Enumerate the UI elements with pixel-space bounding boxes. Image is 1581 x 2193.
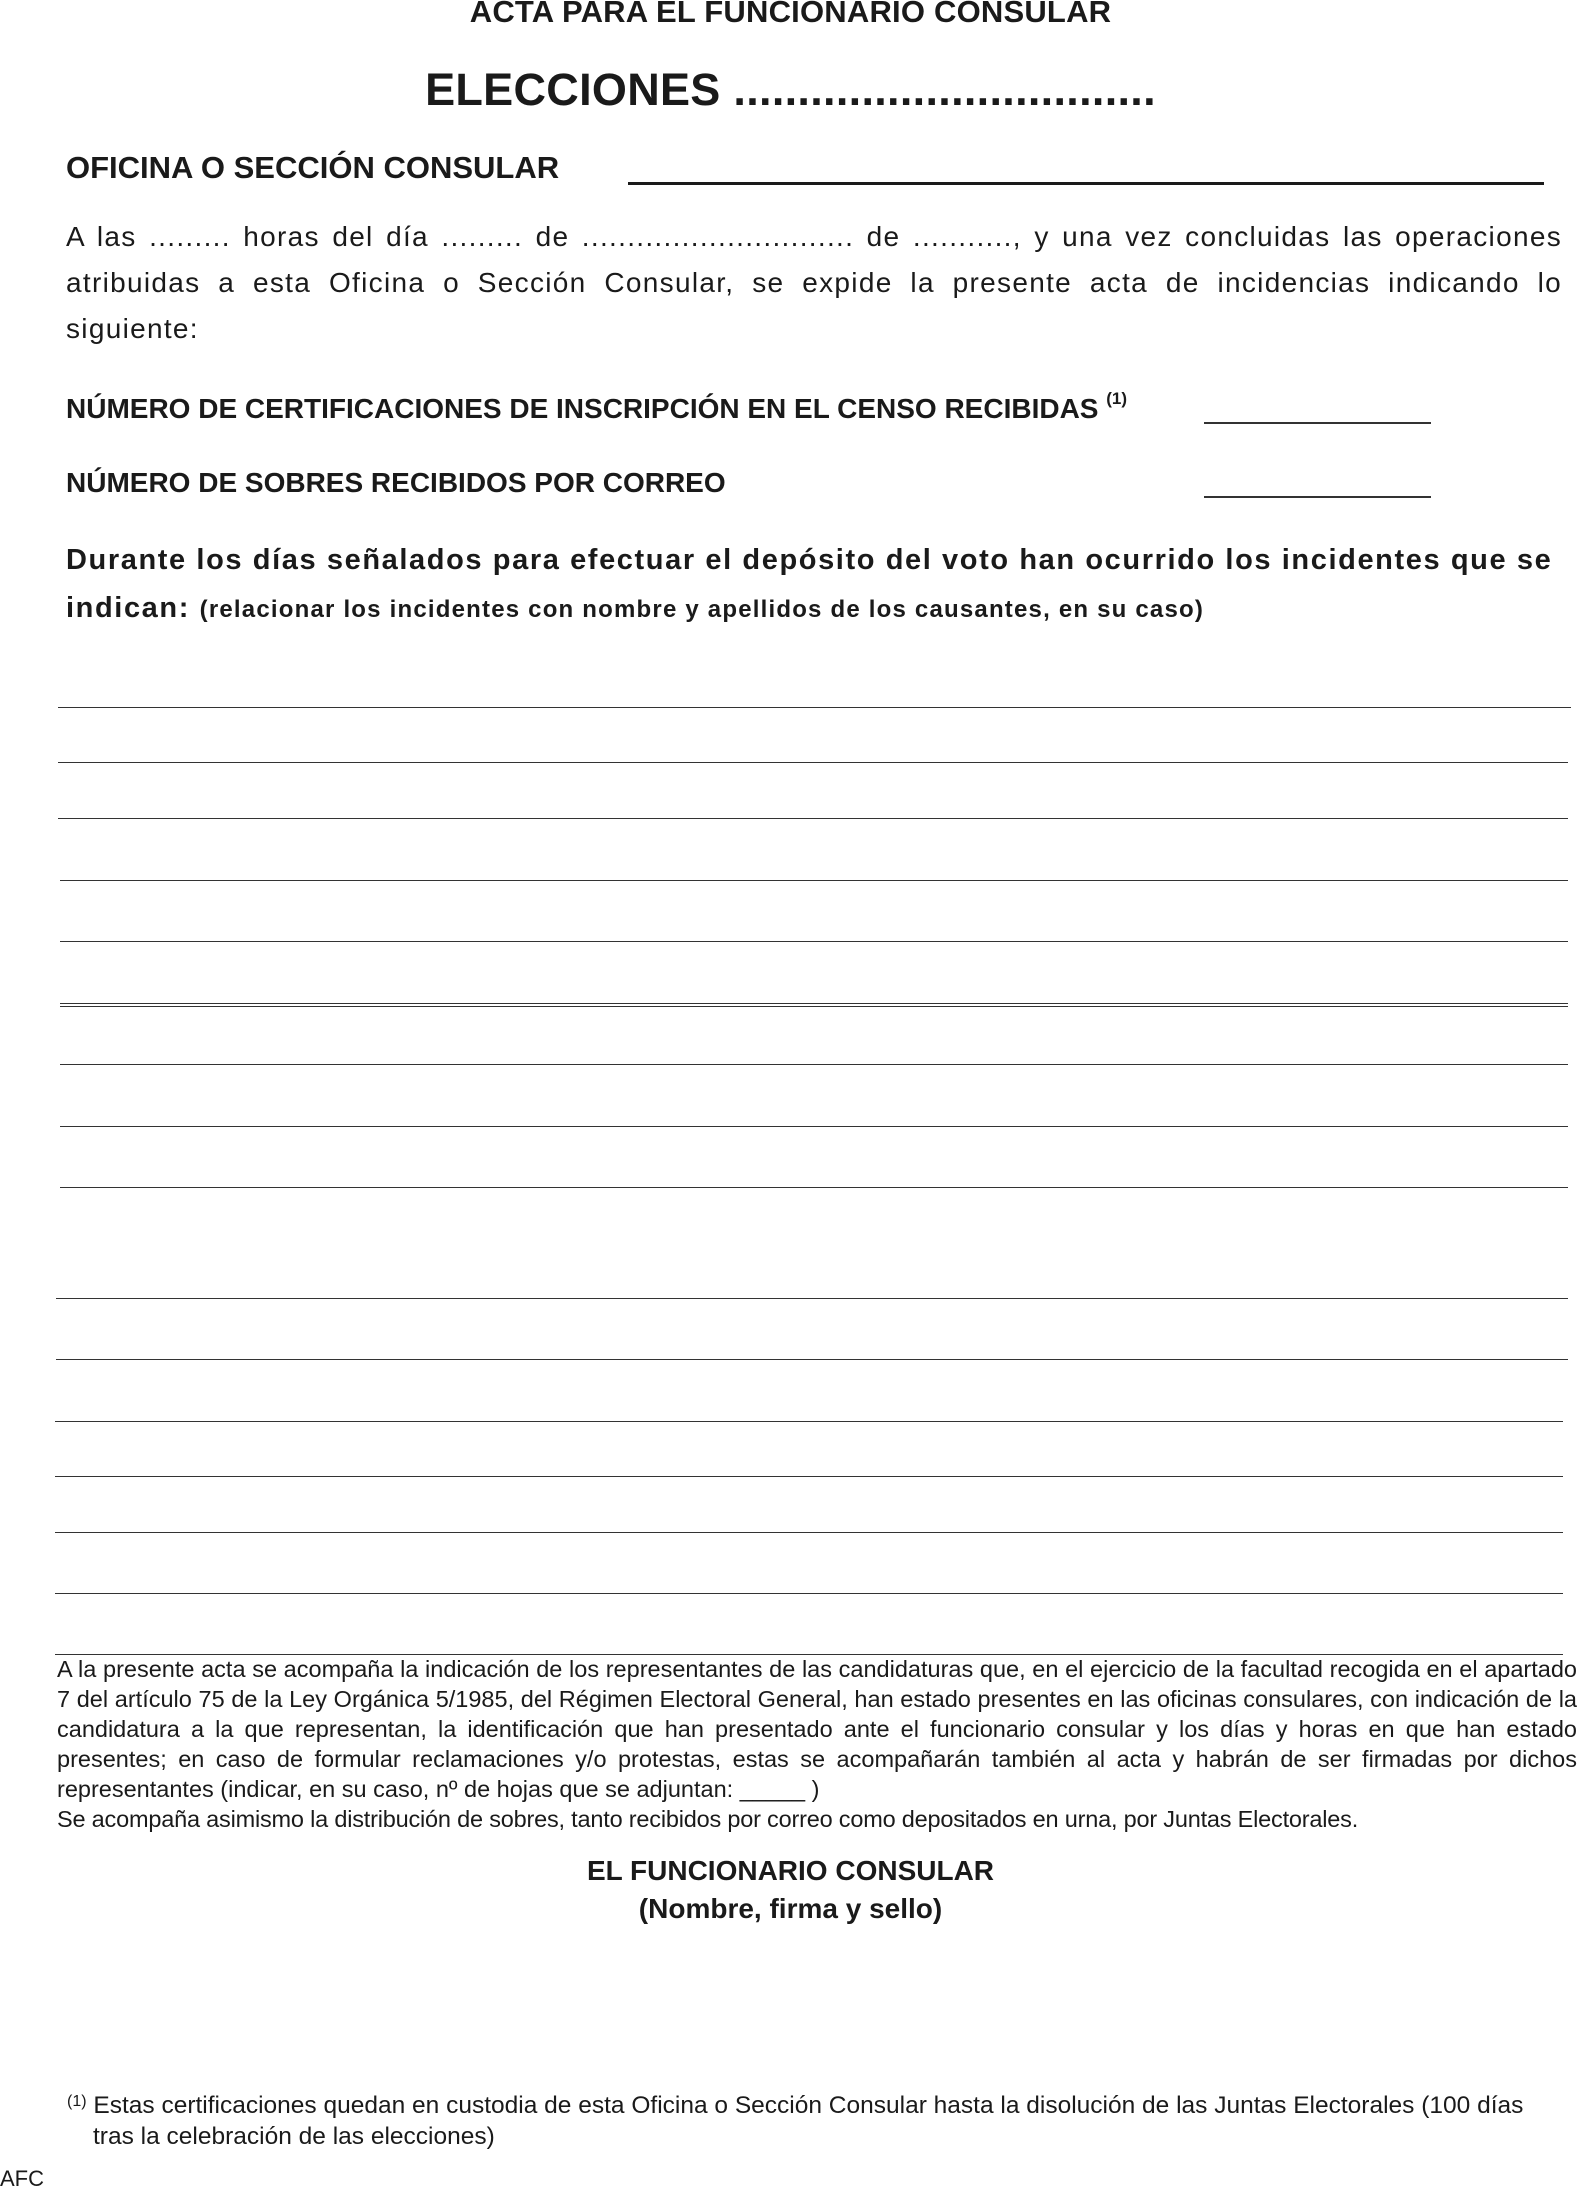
writing-line[interactable]	[60, 1003, 1568, 1007]
writing-line[interactable]	[58, 707, 1571, 708]
incidents-text: Durante los días señalados para efectuar el depósito del voto han ocurrido los incidentes que se indican:	[66, 544, 1553, 624]
writing-line[interactable]	[55, 1421, 1563, 1422]
writing-line[interactable]	[55, 1532, 1563, 1533]
signature-title: EL FUNCIONARIO CONSULAR	[586, 1855, 995, 1886]
writing-line[interactable]	[60, 1064, 1568, 1065]
envelopes-field-label: NÚMERO DE SOBRES RECIBIDOS POR CORREO	[66, 467, 726, 498]
incidents-note: (relacionar los incidentes con nombre y apellidos de los causantes, en su caso)	[199, 596, 1205, 623]
footnote-line-1: Estas certificaciones quedan en custodia de esta Oficina o Sección Consular hasta la disolución de las Juntas Electorales (100 días	[93, 2092, 1524, 2119]
writing-line[interactable]	[60, 1126, 1568, 1127]
elections-heading: ELECCIONES .................................	[425, 64, 1156, 115]
envelopes-distribution-paragraph: Se acompaña asimismo la distribución de sobres, tanto recibidos por correo como depositados en urna, por Juntas Electorales.	[57, 1806, 1359, 1832]
envelopes-count-field[interactable]	[1204, 496, 1431, 498]
writing-line[interactable]	[55, 1593, 1563, 1594]
footnote-mark: (1)	[67, 2093, 87, 2110]
writing-line[interactable]	[60, 941, 1568, 942]
representatives-paragraph: A la presente acta se acompaña la indicación de los representantes de las candidaturas que, en el ejercicio de la facultad recogida en el apartado 7 del artículo 75 de la Ley Orgánica 5/1985, del Régimen Electoral General, han estado presentes en las oficinas consulares, con indicación de la candidatura a la que representan, la identificación que han presentado ante el funcionario consular y los días y horas en que han estado presentes; en caso de formular reclamaciones y/o protestas, estas se acompañarán también al acta y habrán de ser firmadas por dichos representantes (indicar, en su caso, nº de hojas que se adjuntan: _____ )	[57, 1656, 1577, 1802]
writing-line[interactable]	[56, 1298, 1568, 1299]
certifications-label-text: NÚMERO DE CERTIFICACIONES DE INSCRIPCIÓN EN EL CENSO RECIBIDAS	[66, 393, 1099, 424]
writing-line[interactable]	[56, 1359, 1568, 1360]
writing-line[interactable]	[60, 880, 1568, 881]
writing-line[interactable]	[60, 1187, 1568, 1188]
writing-line[interactable]	[58, 762, 1568, 763]
writing-line[interactable]	[58, 818, 1568, 819]
incidents-statement	[66, 536, 1562, 634]
document-title: ACTA PARA EL FUNCIONARIO CONSULAR	[469, 0, 1112, 29]
certifications-field-label	[66, 389, 1128, 425]
footnote-reference: (1)	[1106, 389, 1128, 408]
form-code: AFC	[0, 2166, 44, 2191]
signature-block	[0, 1852, 1581, 1928]
footnote-line-2: tras la celebración de las elecciones)	[93, 2123, 495, 2150]
consular-office-field[interactable]	[628, 182, 1544, 185]
writing-line[interactable]	[55, 1476, 1563, 1477]
certifications-count-field[interactable]	[1204, 422, 1431, 424]
intro-paragraph: A las ......... horas del día ......... de .............................. de ..........., y una vez concluidas las operaciones atribuidas a esta Oficina o Sección Consular, se expide la presente acta de incidencias indicando lo siguiente:	[66, 221, 1562, 344]
signature-subtitle: (Nombre, firma y sello)	[638, 1893, 943, 1924]
consular-office-label: OFICINA O SECCIÓN CONSULAR	[66, 150, 560, 185]
footnote	[67, 2090, 1567, 2152]
legal-notice	[57, 1654, 1577, 1834]
